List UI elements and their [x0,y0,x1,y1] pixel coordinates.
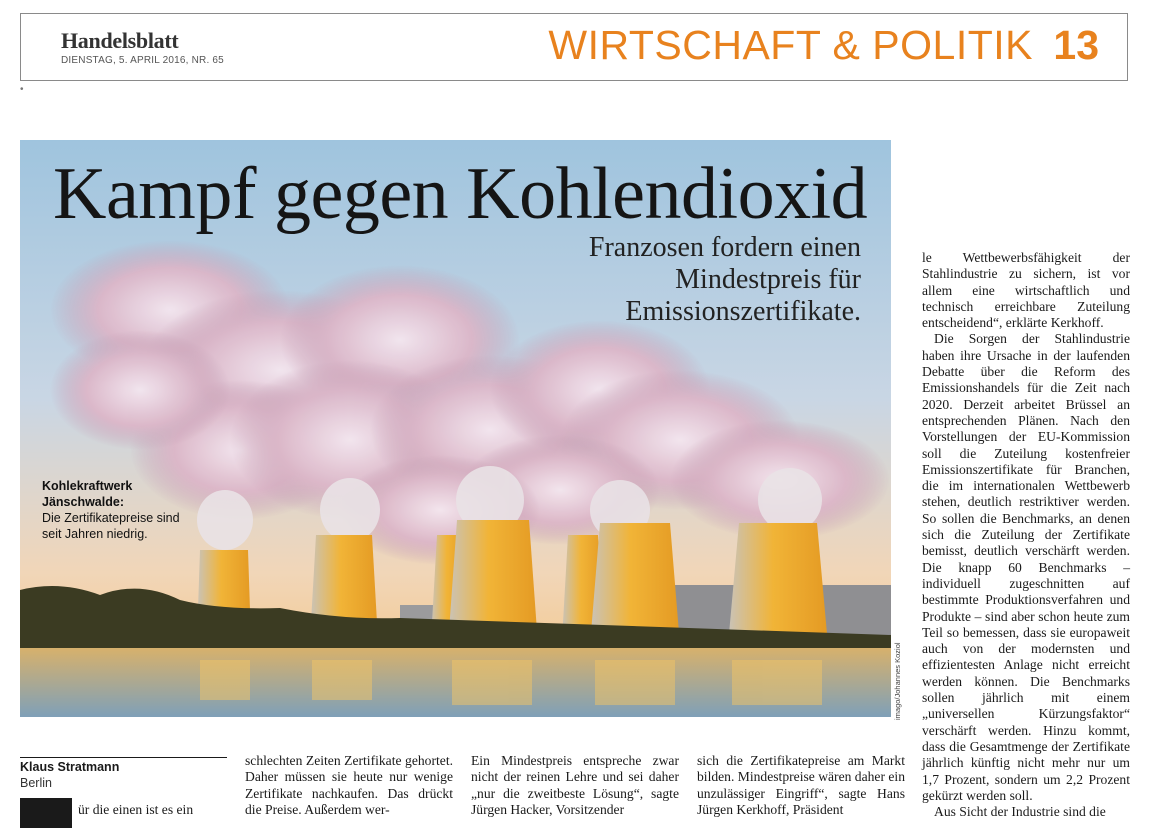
brand-logo: Handelsblatt [61,28,179,53]
headline: Kampf gegen Kohlendioxid [53,153,868,235]
paragraph: Aus Sicht der Industrie sind die [934,804,1106,820]
photo-caption [42,478,192,542]
article-column-right [922,250,1130,820]
page-number: 13 [1053,22,1099,68]
photo-credit: imago/Johannes Koziol [893,642,902,720]
article-column-4 [697,753,905,818]
lead-text: ür die einen ist es ein [78,802,194,817]
power-plant-photo [20,140,891,717]
dateline: DIENSTAG, 5. APRIL 2016, NR. 65 [61,55,224,66]
paragraph: le Wettbewerbsfähigkeit der Stahlindustrie zu sichern, ist vor allem eine wirtschaftlich und technisch erreichbare Zuteilung entscheidend“, erklärte Kerkhoff. [922,250,1130,331]
paragraph: schlechten Zeiten Zertifikate gehortet. Daher müssen sie heute nur wenige Zertifikate nachkaufen. Das drückt die Preise. Außerdem wer- [245,753,453,817]
caption-text: Die Zertifikatepreise sind seit Jahren niedrig. [42,511,180,541]
paragraph: Ein Mindestpreis entspreche zwar nicht der reinen Lehre und sei daher „nur die zweitbeste Lösung“, sagte Jürgen Hacker, Vorsitzender [471,753,679,817]
section-title: WIRTSCHAFT & POLITIK [548,22,1033,68]
drop-cap [20,798,72,828]
masthead [20,13,1128,81]
article-column-3 [471,753,679,818]
marker-dot: • [20,84,24,95]
dateline-place: Berlin [20,776,52,790]
caption-title: Kohlekraftwerk Jänschwalde: [42,479,133,509]
paragraph: Die Sorgen der Stahlindustrie haben ihre Ursache in der laufenden Debatte über die Reform des Emissionshandels für die Zeit nach 2020. Derzeit arbeitet Brüssel an entsprechenden Plänen. Nach den Vorstellungen der EU-Kommission soll die Zuteilung kostenfreier Emissionszertifikate für Branchen, die im internationalen Wettbewerb stehen, deutlich restriktiver werden. So sollen die Benchmarks, an denen sich die Zuteilung der Zertifikate bemisst, deutlich verschärft werden. Die knapp 60 Benchmarks – individuell zugeschnitten auf bestimmte Produktionsverfahren und Produkte – sind aber schon heute zum Teil so bemessen, dass sie europaweit auch von der modernsten und effizientesten Anlage nicht erreicht werden können. Die Benchmarks sollen jährlich mit einem „universellen Kürzungsfaktor“ verschärft werden. Hinzu kommt, dass die Gesamtmenge der Zertifikate jährlich künftig nicht mehr nur um 1,7 Prozent, sondern um 2,2 Prozent gekürzt werden soll. [922,331,1130,803]
byline-rule [20,757,227,758]
subline: Franzosen fordern einen Mindestpreis für Emissionszertifikate. [588,232,861,327]
article-column-2 [245,753,453,818]
author: Klaus Stratmann [20,760,120,774]
paragraph: sich die Zertifikatepreise am Markt bilden. Mindestpreise wären daher ein unzulässiger Eingriff“, sagte Hans Jürgen Kerkhoff, Präsident [697,753,905,817]
